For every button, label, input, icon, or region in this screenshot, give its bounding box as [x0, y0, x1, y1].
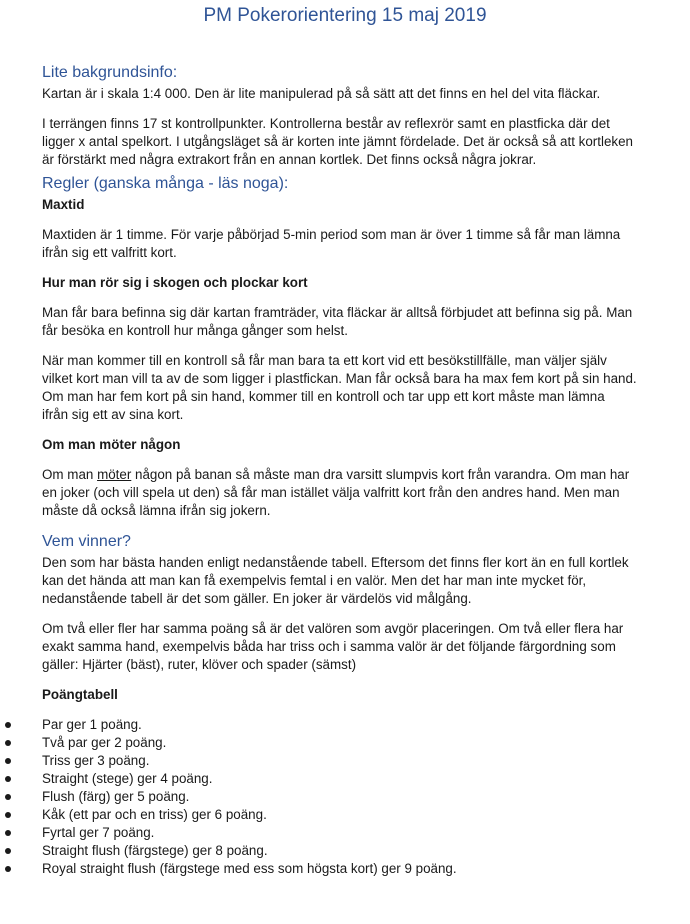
list-item [42, 734, 662, 752]
bullet-icon [5, 830, 11, 836]
points-table-heading: Poängtabell [42, 687, 118, 702]
list-item-text: Två par ger 2 poäng. [42, 735, 167, 750]
text-line: en joker (och vill spela ut den) så får man istället välja valfritt kort från den andres hand. Men man [42, 485, 620, 500]
move-heading: Hur man rör sig i skogen och plockar kort [42, 275, 308, 290]
text-line: Den som har bästa handen enligt nedanstående tabell. Eftersom det finns fler kort än en full kortlek [42, 555, 629, 570]
list-item-text: Straight flush (färgstege) ger 8 poäng. [42, 843, 268, 858]
text-line: är förstärkt med några extrakort från en annan kortlek. Det finns också några jokrar. [42, 152, 537, 167]
list-item-text: Triss ger 3 poäng. [42, 753, 150, 768]
list-item-text: Flush (färg) ger 5 poäng. [42, 789, 190, 804]
meet-paragraph [42, 466, 662, 520]
list-item-text: Straight (stege) ger 4 poäng. [42, 771, 213, 786]
text-line: I terrängen finns 17 st kontrollpunkter. Kontrollerna består av reflexrör samt en plastficka där det [42, 116, 610, 131]
list-item [42, 770, 662, 788]
text-line: nedanstående tabell är det som gäller. En joker är värdelös vid målgång. [42, 591, 472, 606]
move-paragraph-2 [42, 352, 662, 424]
text-line: exakt samma hand, exempelvis båda har triss och i samma valör är det följande färgordning som [42, 639, 616, 654]
text-line: Om två eller fler har samma poäng så är det valören som avgör placeringen. Om två eller flera har [42, 621, 624, 636]
document-title: PM Pokerorientering 15 maj 2019 [203, 5, 487, 26]
list-item [42, 806, 662, 824]
bullet-icon [5, 812, 11, 818]
bullet-icon [5, 866, 11, 872]
list-item-text: Kåk (ett par och en triss) ger 6 poäng. [42, 807, 267, 822]
bullet-icon [5, 848, 11, 854]
bullet-icon [5, 794, 11, 800]
text-line: Man får bara befinna sig där kartan framträder, vita fläckar är alltså förbjudet att befinna sig på. Man [42, 305, 633, 320]
bullet-icon [5, 758, 11, 764]
rules-heading: Regler (ganska många - läs noga): [42, 175, 289, 192]
text-line: kan det hända att man kan få exempelvis femtal i en valör. Men det har man inte mycket för, [42, 573, 587, 588]
background-paragraph-1: Kartan är i skala 1:4 000. Den är lite manipulerad på så sätt att det finns en hel del vita fläckar. [42, 86, 601, 101]
text-line: måste då också lämna ifrån sig jokern. [42, 503, 271, 518]
winner-paragraph-2 [42, 620, 662, 674]
list-item [42, 842, 662, 860]
document-body [42, 63, 662, 878]
text-span: Om man [42, 467, 98, 482]
list-item [42, 860, 662, 878]
text-line: gäller: Hjärter (bäst), ruter, klöver och spader (sämst) [42, 657, 357, 672]
bullet-icon [5, 776, 11, 782]
list-item [42, 716, 662, 734]
text-line: ifrån sig ett valfritt kort. [42, 245, 177, 260]
winner-paragraph-1 [42, 554, 662, 608]
background-heading: Lite bakgrundsinfo: [42, 64, 178, 81]
list-item-text: Par ger 1 poäng. [42, 717, 142, 732]
text-line: får besöka en kontroll hur många gånger som helst. [42, 323, 348, 338]
text-line: ifrån sig ett av sina kort. [42, 407, 184, 422]
background-paragraph-2 [42, 115, 662, 169]
maxtid-heading: Maxtid [42, 197, 85, 212]
move-paragraph-1 [42, 304, 662, 340]
text-line: Maxtiden är 1 timme. För varje påbörjad 5-min period som man är över 1 timme så får man lämna [42, 227, 621, 242]
bullet-icon [5, 722, 11, 728]
maxtid-paragraph [42, 226, 662, 262]
text-line: ligger x antal spelkort. I utgångsläget så är korten inte jämnt fördelade. Det är också så att kortleken [42, 134, 633, 149]
meet-heading: Om man möter någon [42, 437, 181, 452]
list-item [42, 752, 662, 770]
text-line: vilket kort man vill ta av de som ligger i plastfickan. Man får också bara ha max fem kort på sin hand. [42, 371, 637, 386]
bullet-icon [5, 740, 11, 746]
list-item [42, 788, 662, 806]
list-item [42, 824, 662, 842]
text-span: någon på banan så måste man dra varsitt slumpvis kort från varandra. Om man har [131, 467, 630, 482]
text-line [42, 466, 662, 484]
list-item-text: Fyrtal ger 7 poäng. [42, 825, 155, 840]
points-list [42, 716, 662, 878]
text-line: Om man har fem kort på sin hand, kommer till en kontroll och tar upp ett kort måste man lämna [42, 389, 605, 404]
underlined-word: möter [97, 467, 132, 482]
winner-heading: Vem vinner? [42, 533, 131, 550]
list-item-text: Royal straight flush (färgstege med ess som högsta kort) ger 9 poäng. [42, 861, 457, 876]
text-line: När man kommer till en kontroll så får man bara ta ett kort vid ett besökstillfälle, man väljer själv [42, 353, 607, 368]
